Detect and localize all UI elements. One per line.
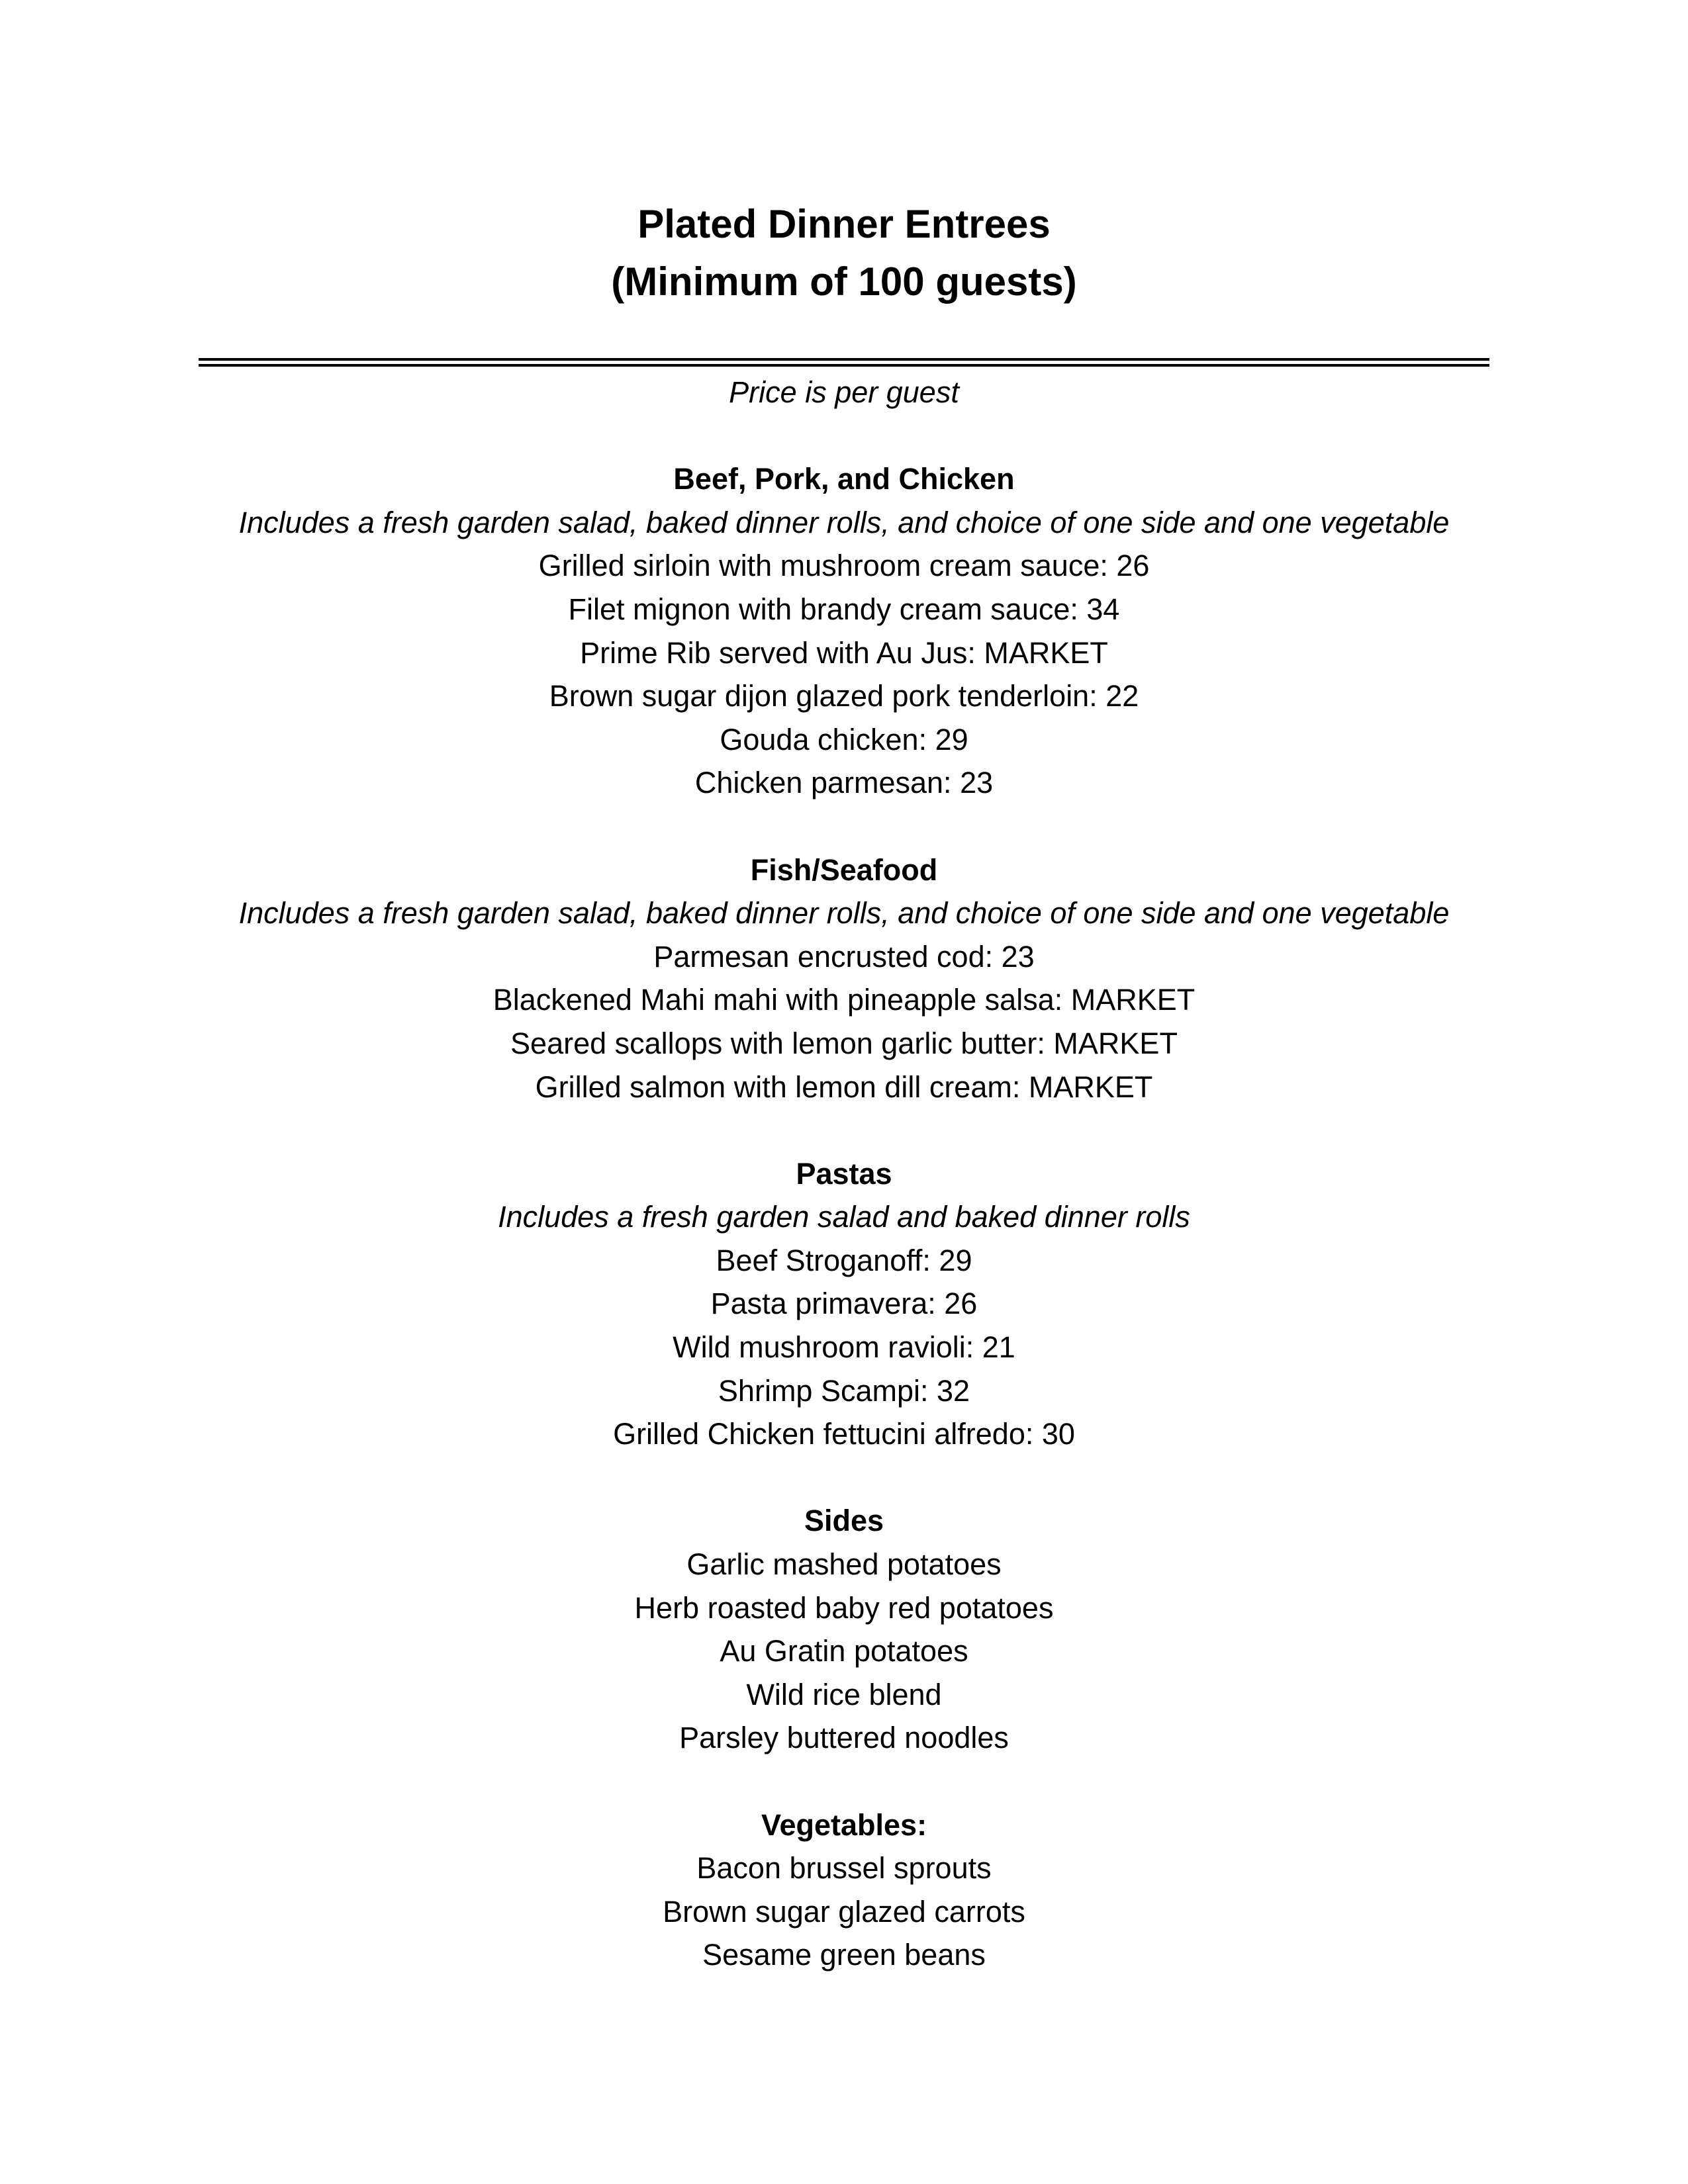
spacer xyxy=(0,805,1688,848)
spacer xyxy=(0,1109,1688,1152)
menu-item: Parsley buttered noodles xyxy=(679,1721,1009,1755)
section-heading: Sides xyxy=(804,1504,884,1538)
menu-item: Wild rice blend xyxy=(746,1677,942,1711)
section-pastas xyxy=(0,1152,1688,1456)
spacer xyxy=(0,1760,1688,1803)
page-title: Plated Dinner Entrees xyxy=(637,202,1051,246)
menu-item: Parmesan encrusted cod: 23 xyxy=(653,939,1035,974)
menu-item: Garlic mashed potatoes xyxy=(686,1547,1002,1582)
title-block xyxy=(0,195,1688,310)
menu-item: Au Gratin potatoes xyxy=(720,1634,968,1668)
menu-item: Brown sugar glazed carrots xyxy=(663,1894,1025,1929)
menu-item: Prime Rib served with Au Jus: MARKET xyxy=(580,635,1108,670)
section-heading: Pastas xyxy=(796,1156,892,1191)
menu-item: Sesame green beans xyxy=(702,1938,986,1972)
menu-item: Pasta primavera: 26 xyxy=(710,1287,978,1321)
section-heading: Fish/Seafood xyxy=(750,852,938,887)
section-note: Includes a fresh garden salad and baked dinner rolls xyxy=(498,1200,1190,1234)
section-vegetables xyxy=(0,1803,1688,1977)
section-heading: Beef, Pork, and Chicken xyxy=(673,462,1015,496)
menu-item: Filet mignon with brandy cream sauce: 34 xyxy=(568,592,1120,626)
menu-item: Chicken parmesan: 23 xyxy=(694,766,994,800)
menu-item: Grilled Chicken fettucini alfredo: 30 xyxy=(613,1417,1075,1451)
title-divider-bottom xyxy=(199,364,1489,367)
section-beef-pork-chicken xyxy=(0,457,1688,805)
menu-item: Herb roasted baby red potatoes xyxy=(634,1590,1054,1625)
spacer xyxy=(0,414,1688,458)
price-note: Price is per guest xyxy=(729,375,959,409)
section-sides xyxy=(0,1499,1688,1760)
menu-item: Wild mushroom ravioli: 21 xyxy=(673,1330,1015,1365)
page-subtitle: (Minimum of 100 guests) xyxy=(611,259,1077,304)
section-fish-seafood xyxy=(0,848,1688,1109)
menu-item: Brown sugar dijon glazed pork tenderloin: 22 xyxy=(549,679,1139,713)
menu-item: Gouda chicken: 29 xyxy=(720,722,968,756)
menu-item: Blackened Mahi mahi with pineapple salsa: MARKET xyxy=(492,983,1196,1017)
menu-item: Shrimp Scampi: 32 xyxy=(718,1373,970,1408)
menu-item: Grilled sirloin with mushroom cream sauce: 26 xyxy=(538,549,1150,583)
section-heading: Vegetables: xyxy=(761,1807,927,1842)
spacer xyxy=(0,1456,1688,1500)
menu-item: Seared scallops with lemon garlic butter: MARKET xyxy=(510,1026,1178,1060)
menu-item: Grilled salmon with lemon dill cream: MARKET xyxy=(535,1069,1153,1104)
section-note: Includes a fresh garden salad, baked dinner rolls, and choice of one side and one vegetable xyxy=(238,896,1450,931)
menu-item: Bacon brussel sprouts xyxy=(696,1851,992,1886)
section-note: Includes a fresh garden salad, baked dinner rolls, and choice of one side and one vegetable xyxy=(238,505,1450,539)
menu-item: Beef Stroganoff: 29 xyxy=(716,1243,972,1277)
title-divider-top xyxy=(199,358,1489,361)
menu-content xyxy=(0,371,1688,1977)
